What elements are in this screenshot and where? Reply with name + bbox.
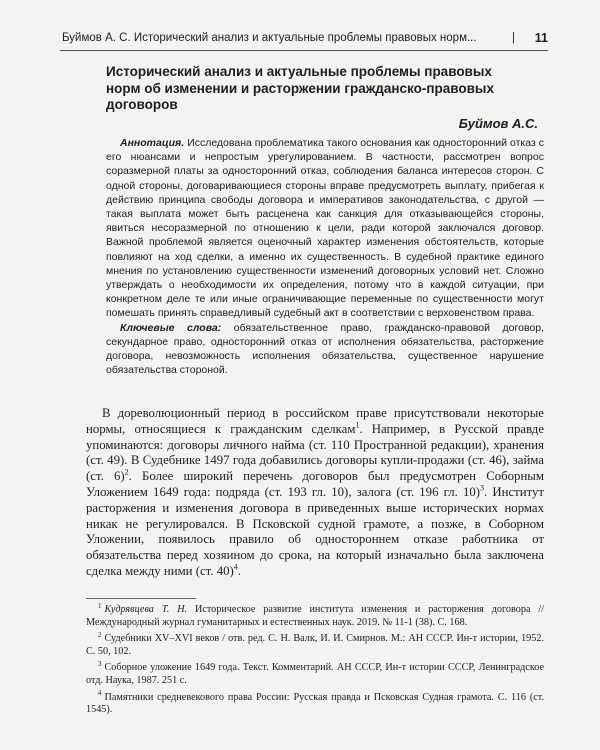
abstract-label: Аннотация. (120, 137, 185, 149)
footnote-item (86, 689, 544, 717)
footnote-ref[interactable]: 3 (480, 483, 485, 493)
footnote-ref[interactable]: 4 (233, 562, 238, 572)
body-sentence: . Институт расторжения и изменения договора в приведенных выше исторических нормах никак не регулировался. В Псковской судной грамоте, а позже, в Соборном Уложении, появилось правило об одностороннем отказе работника от обязательства перед хозяином до срока, на который изначально была заключена сделка между ними (ст. 40) (86, 484, 545, 578)
footnote-text: Памятники средневекового права России: Русская правда и Псковская Судная грамота. С. 116 (ст. 1545). (86, 691, 544, 716)
footnote-mark: 3 (98, 659, 102, 668)
footnote-divider (86, 598, 196, 599)
article-author: Буймов А.С. (458, 116, 538, 131)
body-sentence: В дореволюционный период в российском праве присутствовали некоторые нормы, относящиеся к гражданским сделкам (86, 406, 544, 436)
body-sentence: . Более широкий перечень договоров был предусмотрен Соборным Уложением 1649 года: подряда (ст. 193 гл. 10), залога (ст. 196 гл. 10) (86, 469, 544, 499)
abstract-text: Исследована проблематика такого основания как односторонний отказ с его нюансами и непростым урегулированием. В частности, рассмотрен вопрос соразмерной платы за односторонний отказ, соблюдения баланса интересов сторон. С одной стороны, договаривающиеся стороны вправе предусмотреть выплату, прибегая к действию принципа свободы договора и императивов законодательства, с другой — такая выплата может быть расценена как санкция для отказывающейся стороны, явиться несоразмерной по отношению к цели, ради которой заключался договор. Важной проблемой является оценочный характер изменения обстоятельств, которые повлияют на ход сделки, а именно их существенность. В судебной практике единого мнения по установлению существенности изменений договорных условий нет. Сложно утверждать о необходимости их определения, потому что в каждой ситуации, при конкретном деле те или иные ограничивающие переменные по существенности могут помешать принять справедливый судебный акт в соответствии с верховенством права. (106, 137, 545, 320)
footnote-text: Историческое развитие института изменения и расторжения договора // Международный журнал гуманитарных и естественных наук. 2019. № 11-1 (38). С. 168. (86, 604, 544, 628)
body-paragraph (86, 406, 544, 580)
footnote-text: Соборное уложение 1649 года. Текст. Комментарий. АН СССР, Ин-т истории СССР, Ленинградское отд. Наука, 1987. 251 с. (86, 662, 544, 686)
footnote-mark: 4 (98, 689, 102, 698)
keywords-text: обязательственное право, гражданско-правовой договор, секундарное право, односторонний отказ от исполнения обязательства, расторжение договора, невозможность исполнения обязательства, существенное нарушение обязательства стороной. (106, 321, 544, 377)
body-sentence: . Например, в Русской правде упоминаются: договоры личного найма (ст. 110 Пространной редакции), хранения (ст. 49). В Судебнике 1497 года добавились договоры купли-продажи (ст. 46), займа (ст. 6) (86, 421, 544, 484)
running-header (60, 30, 548, 51)
body-text (86, 406, 544, 580)
footnote-mark: 1 (98, 601, 102, 610)
footnote-text: Судебники XV–XVI веков / отв. ред. С. Н. Валк, И. И. Смирнов. М.: АН СССР. Ин-т истории, 1952. С. 50, 102. (86, 633, 544, 657)
running-head-separator: | (512, 32, 515, 44)
footnote-item (86, 601, 544, 629)
footnote-item (86, 659, 544, 687)
footnote-item (86, 630, 544, 658)
article-title: Исторический анализ и актуальные проблемы правовых норм об изменении и расторжении гражданско-правовых договоров (106, 64, 494, 112)
footnote-ref[interactable]: 2 (124, 467, 129, 477)
running-head-text: Буймов А. С. Исторический анализ и актуальные проблемы правовых норм... (62, 32, 477, 44)
page-number: 11 (534, 31, 548, 45)
abstract-paragraph (106, 136, 544, 321)
keywords-paragraph (106, 321, 544, 378)
body-sentence: . (237, 563, 241, 578)
footnote-mark: 2 (98, 630, 102, 639)
footnote-author: Кудрявцева Т. Н. (104, 604, 188, 615)
footnotes (86, 601, 544, 721)
abstract-block (106, 136, 544, 377)
footnote-ref[interactable]: 1 (355, 420, 360, 430)
keywords-label: Ключевые слова: (120, 321, 222, 334)
